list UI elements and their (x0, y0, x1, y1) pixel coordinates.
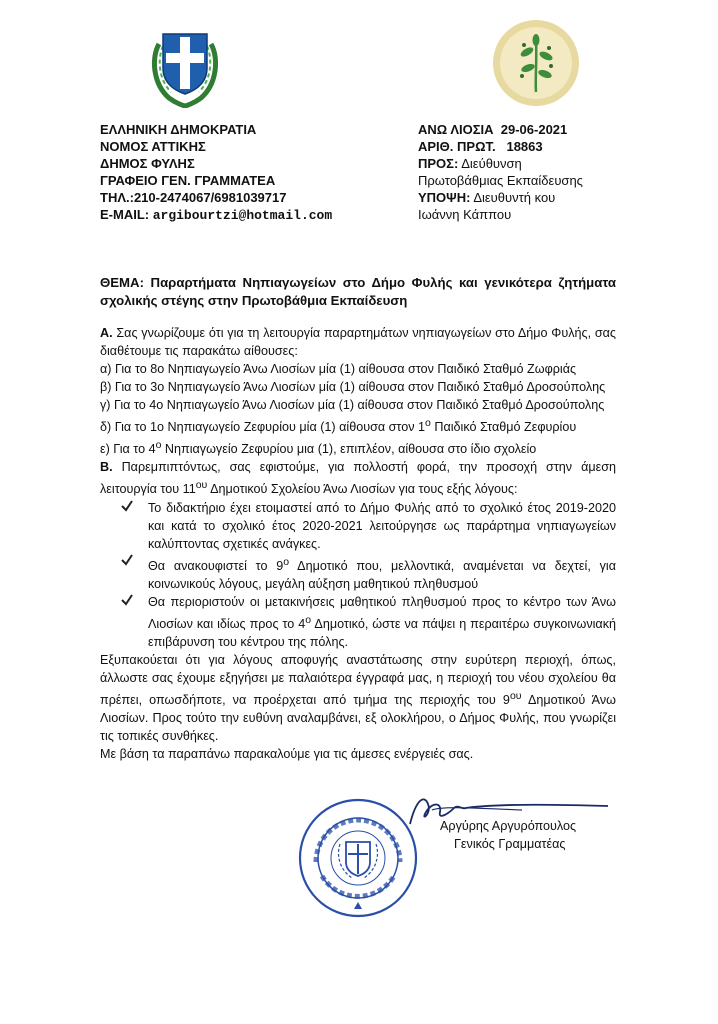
list-item: Το διδακτήριο έχει ετοιμαστεί από το Δήμο Φυλής από το σχολικό έτος 2019-2020 και κατά το σχολικό έτος 2020-2021 λειτούργησε ως παράρτημα νηπιαγωγείων καλύπτοντας σχετικές ανάγκες. (148, 499, 616, 553)
list-item: β) Για το 3ο Νηπιαγωγείο Άνω Λιοσίων μία (1) αίθουσα στον Παιδικό Σταθμό Δροσούπολης (100, 380, 606, 394)
list-item: γ) Για το 4ο Νηπιαγωγείο Άνω Λιοσίων μία (1) αίθουσα στον Παιδικό Σταθμό Δροσούπολης (100, 398, 605, 412)
attn-recipient-line2: Ιωάννη Κάππου (418, 207, 512, 222)
sender-line-prefecture: ΝΟΜΟΣ ΑΤΤΙΚΗΣ (100, 139, 206, 154)
sender-line-republic: ΕΛΛΗΝΙΚΗ ΔΗΜΟΚΡΑΤΙΑ (100, 122, 257, 137)
sender-line-office: ΓΡΑΦΕΙΟ ΓΕΝ. ΓΡΑΜΜΑΤΕΑ (100, 173, 276, 188)
letter-subject (100, 274, 616, 310)
letter-date: 29-06-2021 (500, 122, 568, 137)
to-recipient-line2: Πρωτοβάθμιας Εκπαίδευσης (418, 173, 583, 188)
protocol-label: ΑΡΙΘ. ΠΡΩΤ. (418, 139, 496, 154)
sender-line-municipality: ΔΗΜΟΣ ΦΥΛΗΣ (100, 156, 195, 171)
list-item: δ) Για το 1ο Νηπιαγωγείο Ζεφυρίου μία (1) αίθουσα στον $1^o$ Παιδικό Σταθμό Ζεφυρίου (100, 417, 577, 435)
section-a-intro: Α. Σας γνωρίζουμε ότι για τη λειτουργία παραρτημάτων νηπιαγωγείων στο Δήμο Φυλής, σας διαθέτουμε τις παρακάτω αίθουσες: (100, 326, 616, 358)
list-item: Θα ανακουφιστεί το $9^o$ Δημοτικό που, μελλοντικά, αναμένεται να δεχτεί, για κοινωνικούς λόγους, μεγάλη αύξηση μαθητικού πληθυσμού (148, 553, 616, 593)
protocol-number: 18863 (506, 139, 543, 154)
sender-phone: ΤΗΛ.:210-2474067/6981039717 (100, 190, 287, 205)
email-label: E-MAIL: (100, 207, 153, 222)
municipality-logo (491, 18, 581, 108)
attn-recipient: Διευθυντή κου (473, 190, 556, 205)
place-date-line (418, 121, 638, 138)
to-label: ΠΡΟΣ: (418, 156, 459, 171)
closing-final-line: Με βάση τα παραπάνω παρακαλούμε για τις άμεσες ενέργειές σας. (100, 747, 474, 762)
list-item: Θα περιοριστούν οι μετακινήσεις μαθητικού πληθυσμού προς το κέντρο των Άνω Λιοσίων και ιδίως προς το $4^o$ Δημοτικό, ώστε να πάψει η περαιτέρω συγκοινωνιακή επιβάρυνση του κέντρου της πόλης. (148, 593, 616, 651)
signatory-name: Αργύρης Αργυρόπουλος (440, 819, 577, 833)
subject-label: ΘΕΜΑ: (100, 275, 144, 290)
to-line (418, 155, 638, 172)
sender-block (100, 121, 400, 224)
letter-body (100, 324, 616, 763)
to-recipient: Διεύθυνση (461, 156, 522, 171)
attn-line (418, 189, 638, 206)
sender-email-line (100, 206, 400, 224)
sender-email: argibourtzi@hotmail.com (152, 208, 333, 223)
section-b-intro: Β. Παρεμπιπτόντως, σας εφιστούμε, για πολλοστή φορά, την προσοχή στην άμεση λειτουργία του $11^{o\upsilon}$ Δημοτικού Σχολείου Άνω Λιοσίων για τους εξής λόγους: (100, 460, 617, 497)
attn-label: ΥΠΟΨΗ: (418, 190, 471, 205)
checkmark-icon (120, 593, 134, 607)
recipient-block (418, 121, 638, 223)
closing-paragraph: Εξυπακούεται ότι για λόγους αποφυγής αναστάτωσης στην ευρύτερη περιοχή, όπως, άλλωστε σας έχουμε εξηγήσει με παλαιότερα έγγραφά μας, η περιοχή του νέου σχολείου θα πρέπει, οπωσδήποτε, να προέρχεται από τμήμα της περιοχής του $9^{o\upsilon}$ Δημοτικού Άνω Λιοσίων. Προς τούτο την ευθύνη αναλαμβάνει, εξ ολοκλήρου, ο Δήμος Φυλής, που γνωρίζει τις τοπικές συνθήκες. (100, 652, 616, 744)
list-item: α) Για το 8ο Νηπιαγωγείο Άνω Λιοσίων μία (1) αίθουσα στον Παιδικό Σταθμό Ζωφριάς (100, 362, 577, 376)
signatory-title: Γενικός Γραμματέας (454, 837, 566, 851)
signature-area (296, 790, 636, 920)
list-item: ε) Για το $4^o$ Νηπιαγωγείο Ζεφυρίου μια (1), επιπλέον, αίθουσα στο ίδιο σχολείο (100, 439, 537, 457)
place-label: ΑΝΩ ΛΙΟΣΙΑ (418, 122, 494, 137)
section-b-label: Β. (100, 460, 113, 475)
reasons-list (100, 499, 616, 651)
protocol-line (418, 138, 638, 155)
checkmark-icon (120, 499, 134, 513)
section-a-label: Α. (100, 326, 113, 340)
checkmark-icon (120, 553, 134, 567)
greek-coat-of-arms-icon (143, 18, 227, 108)
subject-text: Παραρτήματα Νηπιαγωγείων στο Δήμο Φυλής και γενικότερα ζητήματα σχολικής στέγης στην Πρωτοβάθμια Εκπαίδευση (100, 275, 616, 308)
